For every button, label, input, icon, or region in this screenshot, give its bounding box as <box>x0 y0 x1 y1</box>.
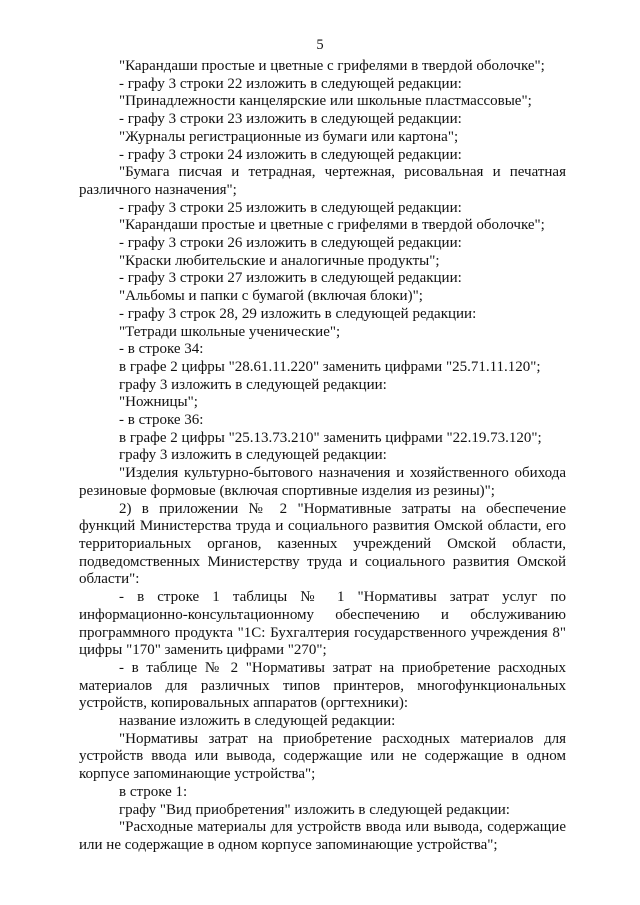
paragraph: "Принадлежности канцелярские или школьные пластмассовые"; <box>119 93 532 110</box>
paragraph: - графу 3 строки 25 изложить в следующей редакции: <box>119 199 462 216</box>
document-body <box>79 58 566 855</box>
paragraph: 2) в приложении № 2 "Нормативные затраты на обеспечение функций Министерства труда и социального развития Омской области, его территориальных органов, казенных учреждений Омской области, подведомственных Министерству труда и социального развития Омской области": <box>79 500 566 588</box>
paragraph: в строке 1: <box>119 783 188 800</box>
paragraph: графу 3 изложить в следующей редакции: <box>119 447 387 464</box>
paragraph: - графу 3 строки 24 изложить в следующей редакции: <box>119 146 462 163</box>
page-number: 5 <box>316 37 324 53</box>
paragraph: "Краски любительские и аналогичные продукты"; <box>119 252 440 269</box>
paragraph: графу 3 изложить в следующей редакции: <box>119 376 387 393</box>
paragraph: "Альбомы и папки с бумагой (включая блоки)"; <box>119 288 423 305</box>
paragraph: "Журналы регистрационные из бумаги или картона"; <box>119 128 459 145</box>
paragraph: "Карандаши простые и цветные с грифелями в твердой оболочке"; <box>119 217 545 234</box>
paragraph: "Карандаши простые и цветные с грифелями в твердой оболочке"; <box>119 58 545 74</box>
paragraph: название изложить в следующей редакции: <box>119 713 396 730</box>
paragraph: "Нормативы затрат на приобретение расходных материалов для устройств ввода или вывода, содержащие или не содержащие в одном корпусе запоминающие устройства"; <box>79 730 566 783</box>
paragraph: - в строке 36: <box>119 412 204 429</box>
paragraph: - графу 3 строк 28, 29 изложить в следующей редакции: <box>119 305 477 322</box>
paragraph: - в строке 1 таблицы № 1 "Нормативы затрат услуг по информационно-консультационному обеспечению и обслуживанию программного продукта "1С: Бухгалтерия государственного учреждения 8" цифры "170" заменить цифрами "270"; <box>79 589 566 659</box>
paragraph: - графу 3 строки 27 изложить в следующей редакции: <box>119 270 462 287</box>
paragraph: "Расходные материалы для устройств ввода или вывода, содержащие или не содержащие в одном корпусе запоминающие устройства"; <box>79 819 566 853</box>
paragraph: в графе 2 цифры "25.13.73.210" заменить цифрами "22.19.73.120"; <box>119 429 542 446</box>
paragraph: в графе 2 цифры "28.61.11.220" заменить цифрами "25.71.11.120"; <box>119 358 541 375</box>
paragraph: - графу 3 строки 23 изложить в следующей редакции: <box>119 111 462 128</box>
paragraph: - в строке 34: <box>119 341 204 358</box>
paragraph: "Тетради школьные ученические"; <box>119 323 341 340</box>
paragraph: "Бумага писчая и тетрадная, чертежная, рисовальная и печатная различного назначения"; <box>79 164 566 198</box>
paragraph: - в таблице № 2 "Нормативы затрат на приобретение расходных материалов для различных типов принтеров, многофункциональных устройств, копировальных аппаратов (оргтехники): <box>79 659 566 712</box>
paragraph: - графу 3 строки 26 изложить в следующей редакции: <box>119 235 462 252</box>
paragraph: графу "Вид приобретения" изложить в следующей редакции: <box>119 801 510 818</box>
paragraph: "Изделия культурно-бытового назначения и хозяйственного обихода резиновые формовые (включая спортивные изделия из резины)"; <box>79 465 566 499</box>
paragraph: "Ножницы"; <box>119 394 198 411</box>
paragraph: - графу 3 строки 22 изложить в следующей редакции: <box>119 75 462 92</box>
